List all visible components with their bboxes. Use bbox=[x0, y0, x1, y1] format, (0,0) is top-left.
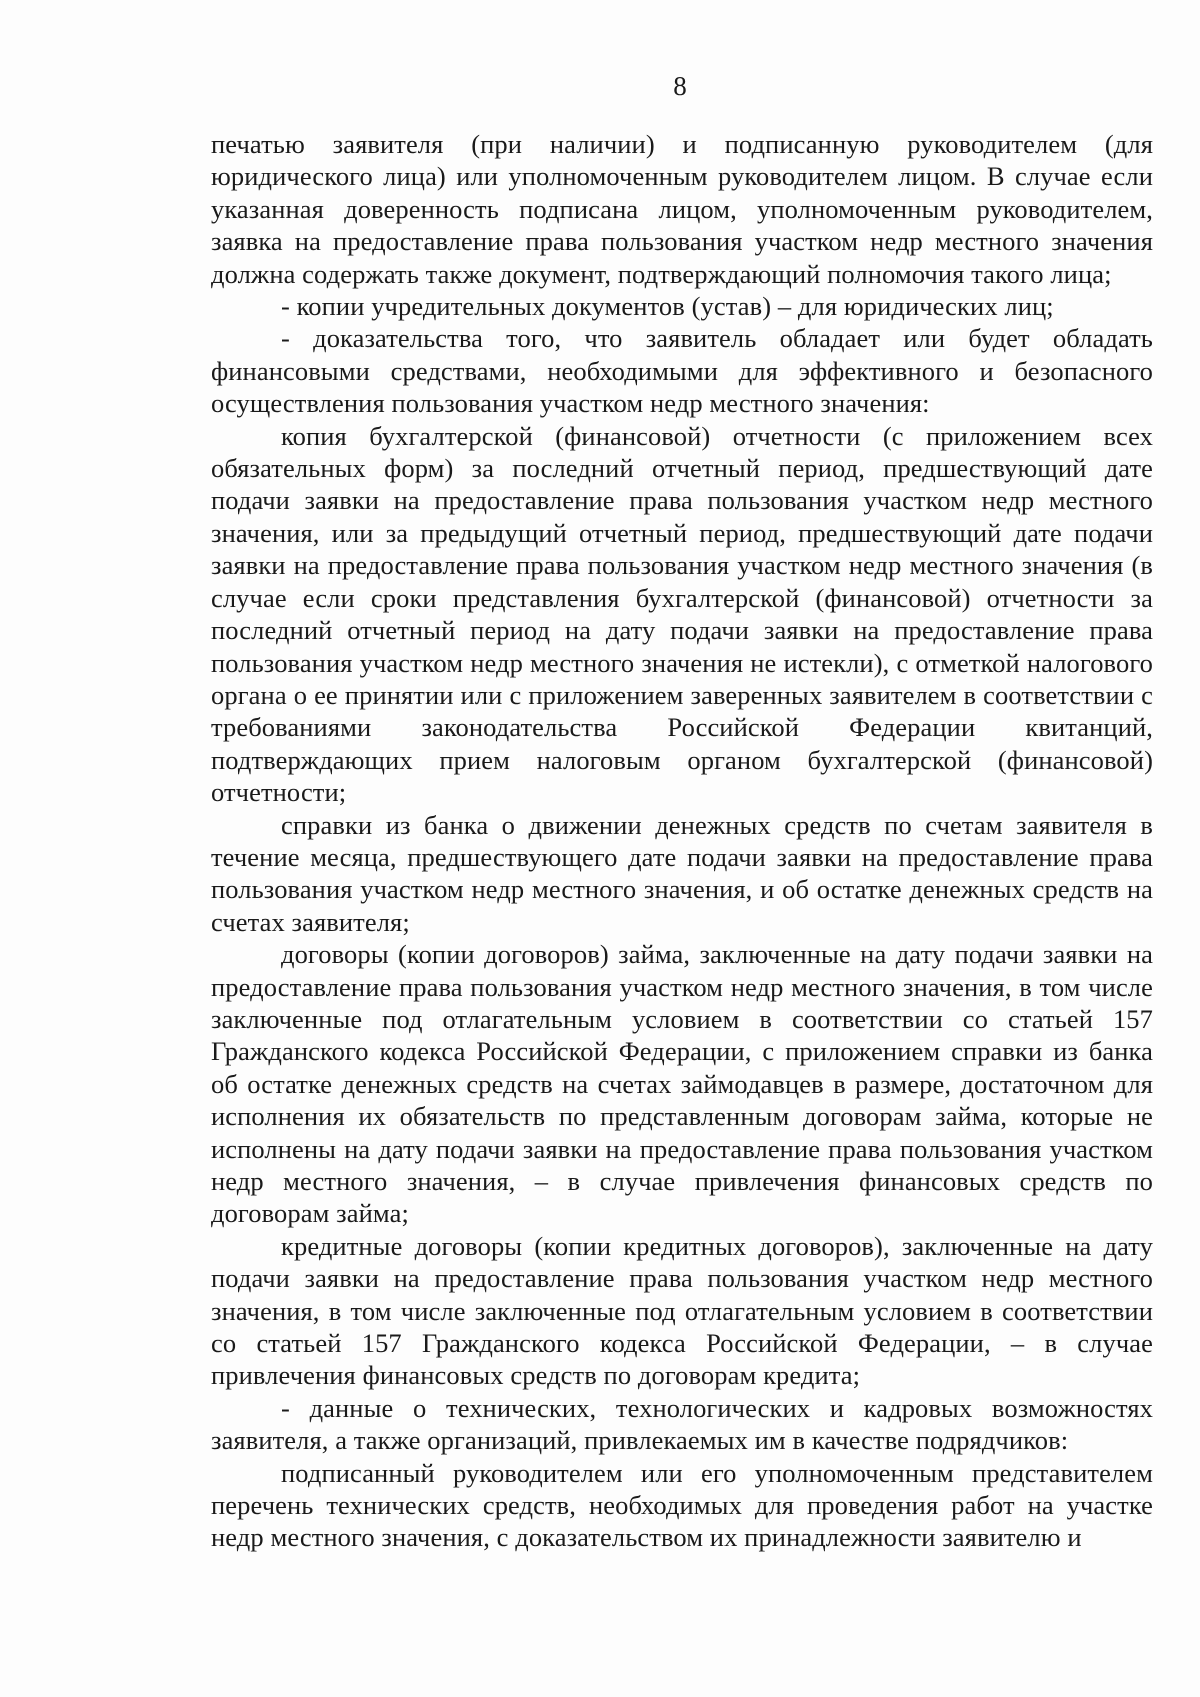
paragraph-loan-agreements: договоры (копии договоров) займа, заключенные на дату подачи заявки на предоставление права пользования участком недр местного значения, в том числе заключенные под отлагательным условием в соответствии со статьей 157 Гражданского кодекса Российской Федерации, с приложением справки из банка об остатке денежных средств на счетах займодавцев в размере, достаточном для исполнения их обязательств по представленным договорам займа, которые не исполнены на дату подачи заявки на предоставление права пользования участком недр местного значения, – в случае привлечения финансовых средств по договорам займа; bbox=[211, 939, 1153, 1229]
paragraph-founding-documents: - копии учредительных документов (устав) – для юридических лиц; bbox=[281, 291, 1054, 322]
paragraph-bank-statements: справки из банка о движении денежных средств по счетам заявителя в течение месяца, предшествующего дате подачи заявки на предоставление права пользования участком недр местного значения, и об остатке денежных средств на счетах заявителя; bbox=[211, 809, 1153, 937]
paragraph-credit-agreements: кредитные договоры (копии кредитных договоров), заключенные на дату подачи заявки на предоставление права пользования участком недр местного значения, в том числе заключенные под отлагательным условием в соответствии со статьей 157 Гражданского кодекса Российской Федерации, – в случае привлечения финансовых средств по договорам кредита; bbox=[211, 1230, 1153, 1391]
paragraph-technical-capabilities: - данные о технических, технологических и кадровых возможностях заявителя, а также организаций, привлекаемых им в качестве подрядчиков: bbox=[211, 1392, 1153, 1456]
paragraph-financial-evidence: - доказательства того, что заявитель обладает или будет обладать финансовыми средствами, необходимыми для эффективного и безопасного осуществления пользования участком недр местного значения: bbox=[211, 323, 1153, 419]
paragraph-accounting-statements: копия бухгалтерской (финансовой) отчетности (с приложением всех обязательных форм) за последний отчетный период, предшествующий дате подачи заявки на предоставление права пользования участком недр местного значения, или за предыдущий отчетный период, предшествующий дате подачи заявки на предоставление права пользования участком недр местного значения (в случае если сроки представления бухгалтерской (финансовой) отчетности за последний отчетный период на дату подачи заявки на предоставление права пользования участком недр местного значения не истекли), с отметкой налогового органа о ее принятии или с приложением заверенных заявителем в соответствии с требованиями законодательства Российской Федерации квитанций, подтверждающих прием налоговым органом бухгалтерской (финансовой) отчетности; bbox=[211, 420, 1153, 808]
document-body bbox=[211, 128, 1153, 1554]
page-number: 8 bbox=[673, 71, 687, 101]
paragraph-technical-means-list: подписанный руководителем или его уполномоченным представителем перечень технических средств, необходимых для проведения работ на участке недр местного значения, с доказательством их принадлежности заявителю и bbox=[211, 1457, 1153, 1553]
paragraph-continuation: печатью заявителя (при наличии) и подписанную руководителем (для юридического лица) или уполномоченным руководителем лицом. В случае если указанная доверенность подписана лицом, уполномоченным руководителем, заявка на предоставление права пользования участком недр местного значения должна содержать также документ, подтверждающий полномочия такого лица; bbox=[211, 129, 1153, 289]
